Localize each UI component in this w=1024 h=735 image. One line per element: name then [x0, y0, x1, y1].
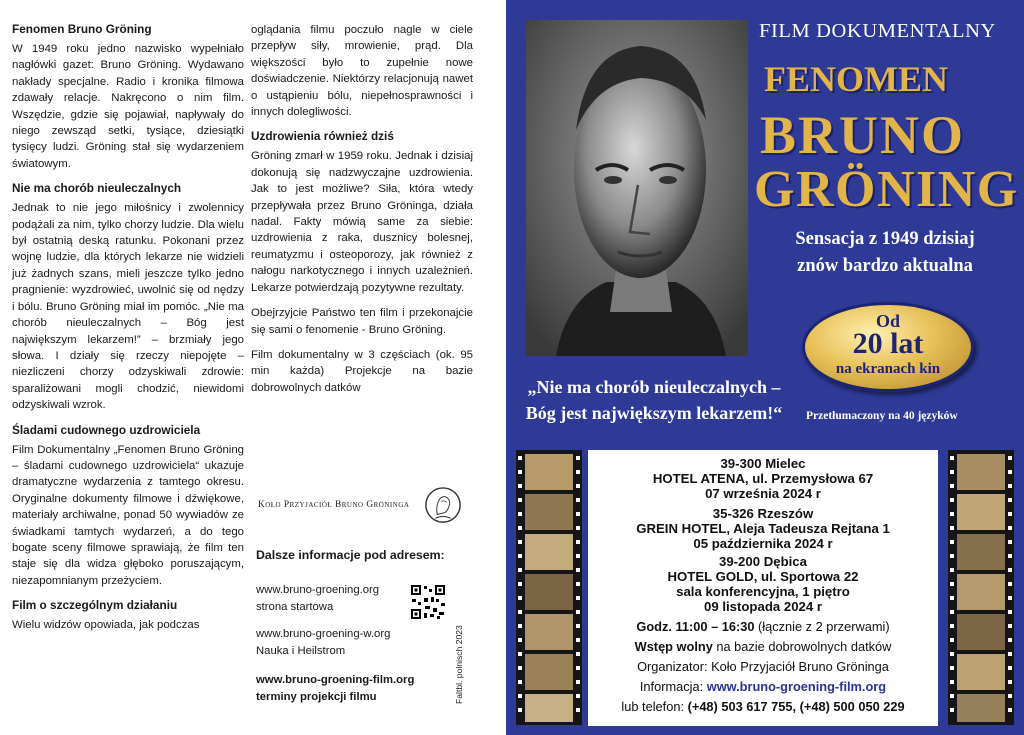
- section-title: Fenomen Bruno Gröning: [12, 22, 152, 36]
- entry-note: na bazie dobrowolnych datków: [712, 639, 892, 654]
- anniversary-badge: [802, 302, 974, 392]
- venue-address: HOTEL GOLD, ul. Sportowa 22: [667, 569, 859, 584]
- screening-info: [588, 450, 938, 726]
- phone-numbers: (+48) 503 617 755, (+48) 500 050 229: [687, 699, 905, 714]
- title-line-3: GRÖNING: [754, 161, 1019, 218]
- venue-room: sala konferencyjna, 1 piętro: [676, 584, 850, 599]
- club-name: Koło Przyjaciół Bruno Gröninga: [258, 500, 410, 510]
- venue-date: 09 listopada 2024 r: [703, 599, 823, 614]
- link-block-2: [256, 626, 390, 660]
- info-label: Informacja:: [639, 679, 707, 694]
- phone-line: [588, 699, 938, 714]
- venue-block: [588, 456, 938, 501]
- link-block-3: [256, 672, 414, 706]
- venue-date: 05 października 2024 r: [693, 536, 833, 551]
- website-link[interactable]: www.bruno-groening-film.org: [256, 674, 415, 686]
- venue-block: [588, 554, 938, 614]
- section-text: oglądania filmu poczuło nagle w ciele przepływ siły, mrowienie, prąd. Dla większości było to zupełnie nowe doświadczenie. Niektórzy relacjonują nawet o ustąpieniu bólu, niepełnosprawności i innych dolegliwości.: [251, 24, 473, 119]
- link-block-1: [256, 582, 379, 616]
- venue-block: [588, 506, 938, 551]
- film-label: FILM DOKUMENTALNY: [759, 20, 996, 42]
- section-text: Film dokumentalny w 3 częściach (ok. 95 min każda) Projekcje na bazie dobrowolnych datków: [251, 348, 473, 394]
- quote-line: „Nie ma chorób nieuleczalnych –: [527, 377, 781, 397]
- section-title: Nie ma chorób nieuleczalnych: [12, 181, 182, 196]
- section-text: Obejrzyjcie Państwo ten film i przekonajcie się sami o fenomenie - Bruno Gröning.: [251, 307, 473, 336]
- time-note: (łącznie z 2 przerwami): [754, 619, 890, 634]
- quote: [514, 374, 794, 426]
- link-description: terminy projekcji filmu: [256, 691, 377, 703]
- venue-address: GREIN HOTEL, Aleja Tadeusza Rejtana 1: [636, 521, 890, 536]
- title-line-2: BRUNO: [760, 105, 966, 165]
- link-description: Nauka i Heilstrom: [256, 645, 346, 657]
- qr-code-icon[interactable]: [410, 584, 446, 620]
- organizer: Organizator: Koło Przyjaciół Bruno Gröninga: [637, 659, 889, 674]
- section-text: Film Dokumentalny „Fenomen Bruno Gröning – śladami cudownego uzdrowiciela“ ukazuje dramatyczne wydarzenia z tamtego okresu. Oryginalne dokumenty filmowe i dźwiękowe, materiały archiwalne, ponad 50 wywiadów ze świadkami tamtych wydarzeń, a do tego bogate sceny filmowe sprawiają, że film ten staje się dla widza głęboko poruszającym, niezapomnianym przeżyciem.: [12, 443, 244, 587]
- middle-column: [251, 22, 473, 405]
- venue-city: 39-200 Dębica: [719, 554, 807, 569]
- subtitle-line: Sensacja z 1949 dzisiaj: [795, 229, 975, 249]
- section-text: Wielu widzów opowiada, jak podczas: [12, 619, 200, 632]
- entry-info: [588, 639, 938, 654]
- badge-text: 20 lat: [852, 327, 924, 360]
- translation-note: Przetłumaczony na 40 języków: [806, 410, 958, 422]
- time-value: Godz. 11:00 – 16:30: [636, 619, 755, 634]
- link-description: strona startowa: [256, 601, 334, 613]
- venue-address: HOTEL ATENA, ul. Przemysłowa 67: [652, 471, 874, 486]
- venue-city: 39-300 Mielec: [720, 456, 806, 471]
- badge-text: na ekranach kin: [835, 361, 941, 377]
- club-signature: [256, 486, 468, 526]
- poster-panel: [506, 0, 1024, 735]
- phone-label: lub telefon:: [621, 699, 688, 714]
- subtitle: [760, 226, 1010, 280]
- print-code: Faltbl. polnisch 2023: [454, 625, 464, 704]
- section-title: Film o szczególnym działaniu: [12, 598, 178, 613]
- info-line: [588, 679, 938, 694]
- website-link[interactable]: www.bruno-groening-w.org: [256, 628, 391, 640]
- subtitle-line: znów bardzo aktualna: [797, 256, 973, 276]
- address-heading: Dalsze informacje pod adresem:: [256, 548, 445, 562]
- title-line-1: FENOMEN: [764, 59, 948, 99]
- venue-city: 35-326 Rzeszów: [712, 506, 814, 521]
- quote-line: Bóg jest największym lekarzem!“: [525, 403, 783, 423]
- website-link[interactable]: www.bruno-groening.org: [256, 584, 380, 596]
- section-title: Uzdrowienia również dziś: [251, 129, 394, 144]
- portrait-photo: [526, 20, 748, 356]
- film-strip-right: [948, 450, 1014, 725]
- portrait-logo-icon: [424, 486, 462, 524]
- badge-text: Od: [875, 311, 900, 331]
- section-title: Śladami cudownego uzdrowiciela: [12, 422, 201, 437]
- screening-time: [588, 619, 938, 634]
- left-column: [12, 22, 244, 643]
- film-strip-left: [516, 450, 582, 725]
- venue-date: 07 września 2024 r: [705, 486, 821, 501]
- section-text: Gröning zmarł w 1959 roku. Jednak i dzisiaj dokonują się nadzwyczajne uzdrowienia. Jak to jest możliwe? Siła, która wtedy przepływała przez Bruno Gröninga, działa nadal. Fakty mówią same za siebie: uzdrowienia z raka, dusznicy bolesnej, reumatyzmu i osteoporozy, jak również z nałogu narkotycznego i innych uzależnień. Lekarze potwierdzają pozytywne rezultaty.: [251, 150, 473, 294]
- section-text: Jednak to nie jego miłośnicy i zwolennicy podążali za nim, tylko chorzy ludzie. Dla wielu był ostatnią deską ratunku. Pokonani przez wojnę ludzie, dla których lekarze nie widzieli już żadnych szans, mieli jeszcze tylko jedno pragnienie: wyzdrowieć, uwolnić się od nędzy i bólu. Bruno Gröning miał im pomóc. „Nie ma chorób nieuleczalnych – Bóg jest największym lekarzem!” – brzmiały jego słowa. I działy się rzeczy niepojęte – niezliczeni chorzy odzyskiwali zdrowie: sparaliżowani mogli chodzić, niewidomi odzyskiwali wzrok.: [12, 202, 244, 412]
- entry-value: Wstęp wolny: [634, 639, 713, 654]
- section-text: W 1949 roku jedno nazwisko wypełniało nagłówki gazet: Bruno Gröning. Wydawano nakłady specjalne. Radio i kronika filmowa zdawały relacje. Nakręcono o nim film. Wszędzie, gdzie się pojawiał, napływały do niego zewsząd setki, tysiące, dziesiątki tysięcy ludzi. Gröning stał się wydarzeniem światowym.: [12, 43, 244, 170]
- info-url-link[interactable]: www.bruno-groening-film.org: [706, 679, 887, 694]
